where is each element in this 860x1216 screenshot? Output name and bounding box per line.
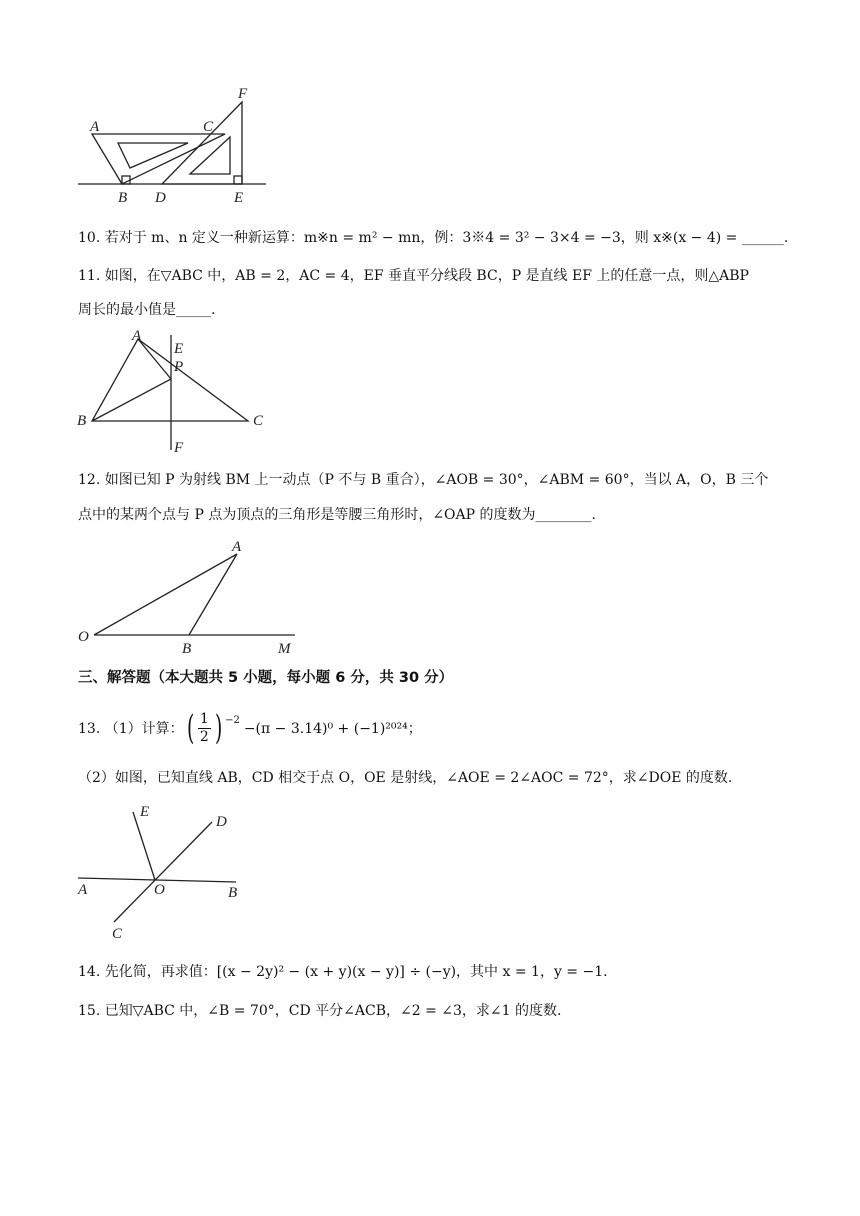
right-angle-mark-e <box>234 176 242 184</box>
label-p: P <box>174 359 184 375</box>
label-a: A <box>78 882 88 898</box>
label-o: O <box>78 629 89 645</box>
segment-ab <box>189 554 237 635</box>
label-b: B <box>118 190 128 206</box>
label-e: E <box>234 190 244 206</box>
paren-left: ( <box>186 708 194 748</box>
question-12-line-2: 点中的某两个点与 P 点为顶点的三角形是等腰三角形时，∠OAP 的度数为________. <box>78 507 596 523</box>
label-b: B <box>77 413 87 429</box>
label-f: F <box>238 86 248 102</box>
fraction-numerator: 1 <box>199 710 209 727</box>
section-3-heading: 三、解答题（本大题共 5 小题，每小题 6 分，共 30 分） <box>78 670 454 686</box>
label-e: E <box>174 341 184 357</box>
label-c: C <box>112 926 123 942</box>
label-o: O <box>154 882 165 898</box>
set-square-1-inner <box>118 143 188 168</box>
label-c: C <box>203 119 214 135</box>
segment-oa <box>94 554 237 635</box>
fraction <box>198 711 211 746</box>
question-15: 15. 已知▽ABC 中，∠B = 70°，CD 平分∠ACB，∠2 = ∠3，求∠1 的度数. <box>78 1003 562 1019</box>
label-a: A <box>232 539 242 555</box>
line-cd <box>114 822 212 922</box>
figure-q13 <box>70 800 260 945</box>
set-square-2-inner <box>190 137 230 174</box>
question-11-line-1: 11. 如图，在▽ABC 中，AB = 2，AC = 4，EF 垂直平分线段 BC，P 是直线 EF 上的任意一点，则△ABP <box>78 268 749 284</box>
label-b: B <box>228 885 238 901</box>
label-c: C <box>253 413 264 429</box>
label-m: M <box>278 641 291 657</box>
question-12-line-1: 12. 如图已知 P 为射线 BM 上一动点（P 不与 B 重合），∠AOB = 30°，∠ABM = 60°，当以 A，O，B 三个 <box>78 472 769 488</box>
question-10: 10. 若对于 m、n 定义一种新运算：m※n = m² − mn，例：3※4 = 3² − 3×4 = −3，则 x※(x − 4) = ______. <box>78 230 789 246</box>
label-f: F <box>174 440 184 456</box>
figure-q11 <box>70 325 280 460</box>
question-14: 14. 先化简，再求值：[(x − 2y)² − (x + y)(x − y)] ÷ (−y)，其中 x = 1，y = −1. <box>78 964 608 980</box>
set-square-1 <box>92 134 225 184</box>
figure-q12 <box>70 535 310 660</box>
question-13-prefix: 13. （1）计算： <box>78 721 184 737</box>
figure-set-squares <box>70 82 270 207</box>
question-11-line-2: 周长的最小值是_____. <box>78 302 216 318</box>
fraction-exponent: −2 <box>225 714 240 726</box>
ray-oe <box>133 812 155 880</box>
label-e: E <box>140 804 150 820</box>
paren-right: ) <box>214 708 223 748</box>
label-a: A <box>90 119 100 135</box>
fraction-group <box>184 708 240 748</box>
question-13-expression: −(π − 3.14)⁰ + (−1)²⁰²⁴； <box>243 721 422 737</box>
label-a: A <box>132 328 142 344</box>
label-d: D <box>155 190 166 206</box>
segment-ap <box>138 339 171 379</box>
question-13-part-1 <box>78 703 422 753</box>
question-13-part-2: （2）如图，已知直线 AB，CD 相交于点 O，OE 是射线，∠AOE = 2∠AOC = 72°，求∠DOE 的度数. <box>78 770 733 786</box>
fraction-denominator: 2 <box>199 728 209 745</box>
label-d: D <box>216 814 227 830</box>
label-b: B <box>182 641 192 657</box>
